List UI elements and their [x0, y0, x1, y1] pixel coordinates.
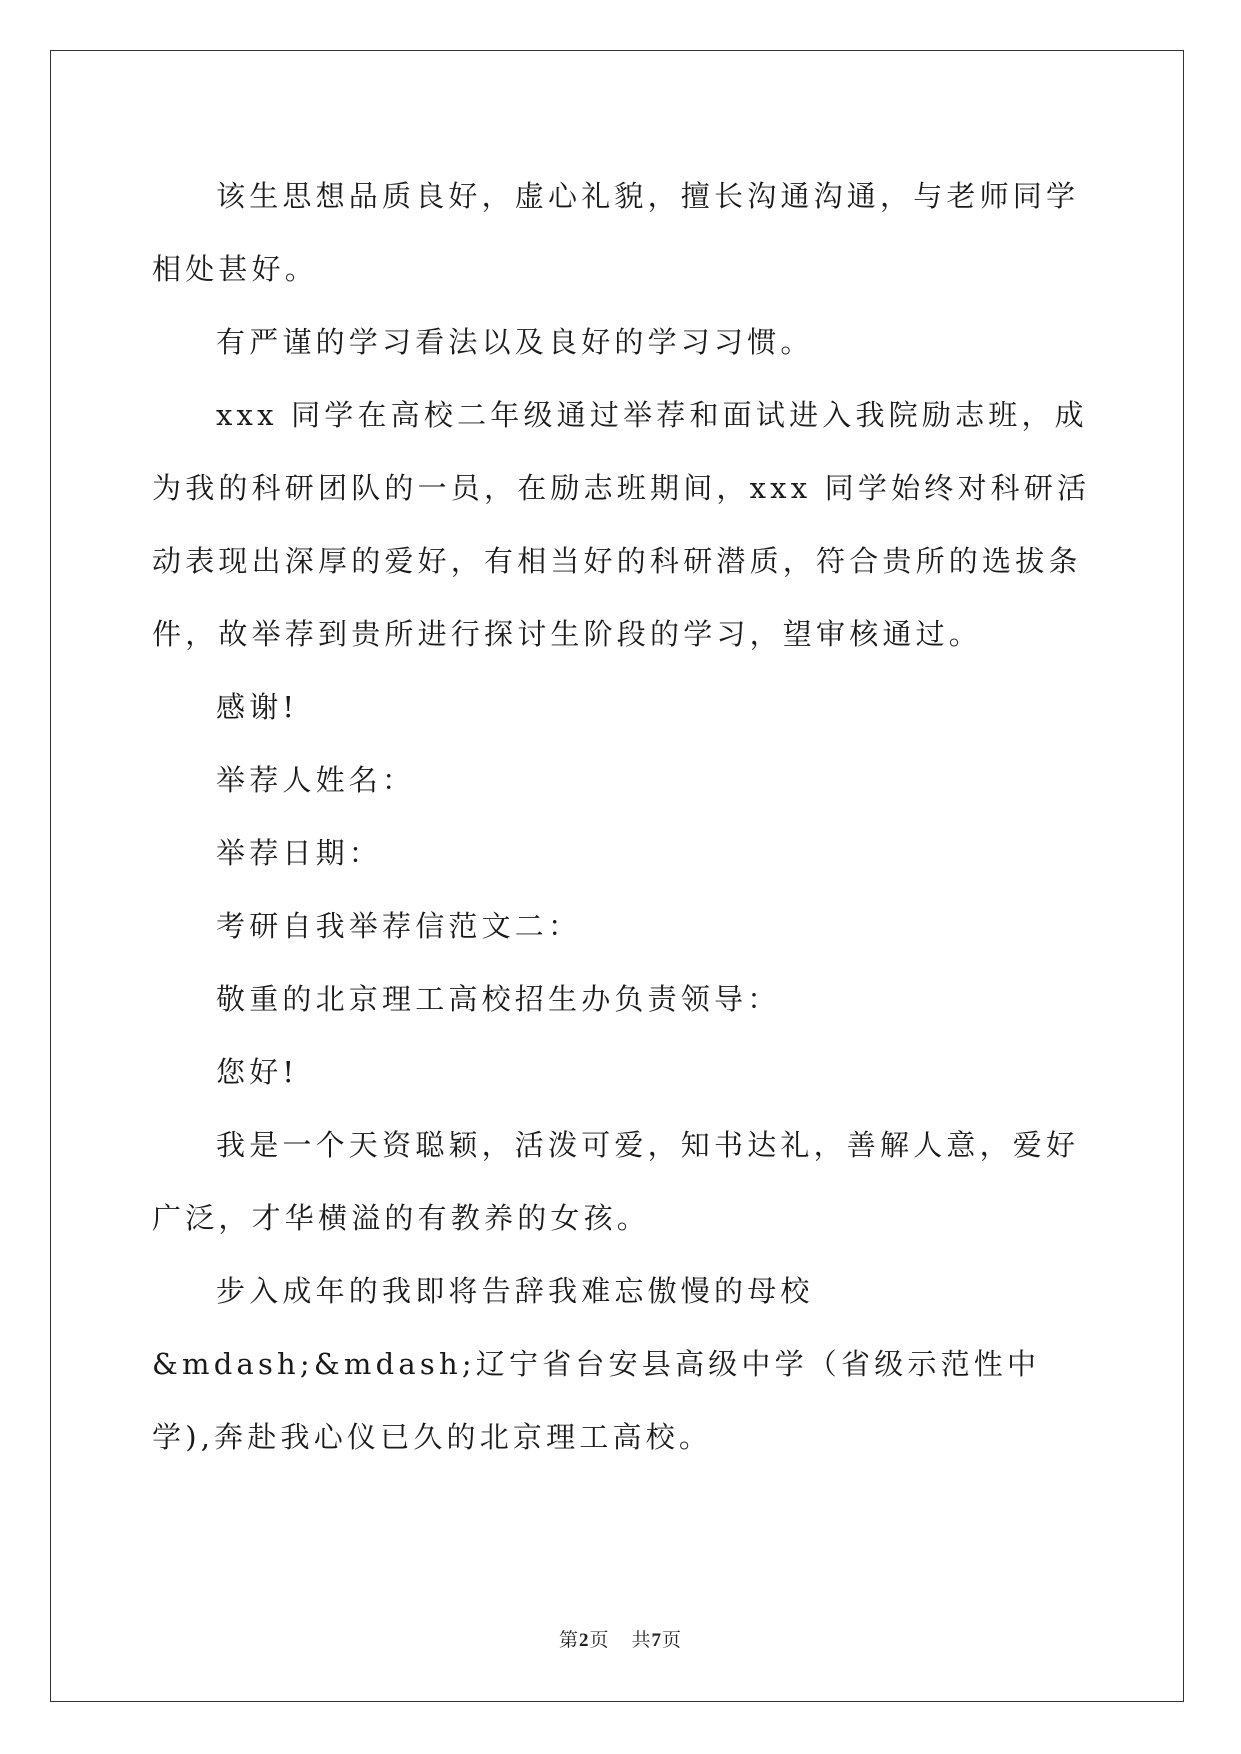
paragraph: 该生思想品质良好，虚心礼貌，擅长沟通沟通，与老师同学相处甚好。 [152, 179, 1080, 286]
paragraph: 举荐日期： [216, 836, 383, 870]
paragraph: 敬重的北京理工高校招生办负责领导： [216, 982, 781, 1016]
paragraph: 我是一个天资聪颖，活泼可爱，知书达礼，善解人意，爱好广泛，才华横溢的有教养的女孩。 [152, 1128, 1080, 1235]
page-suffix: 页 [589, 1630, 610, 1651]
paragraph: xxx 同学在高校二年级通过举荐和面试进入我院励志班，成为我的科研团队的一员，在励志班期间，xxx 同学始终对科研活动表现出深厚的爱好，有相当好的科研潜质，符合贵所的选拔条件，故举荐到贵所进行探讨生阶段的学习，望审核通过。 [152, 398, 1091, 651]
document-body [152, 160, 1092, 1474]
total-pages: 7 [651, 1630, 663, 1651]
paragraph: 步入成年的我即将告辞我难忘傲慢的母校&mdash;&mdash;辽宁省台安县高级中学（省级示范性中学),奔赴我心仪已久的北京理工高校。 [152, 1274, 1041, 1454]
page-number: 2 [578, 1630, 590, 1651]
paragraph: 感谢! [216, 690, 299, 724]
total-prefix: 共 [631, 1630, 652, 1651]
page-prefix: 第 [558, 1630, 579, 1651]
paragraph: 有严谨的学习看法以及良好的学习习惯。 [216, 325, 814, 359]
page-footer [0, 1625, 1241, 1652]
paragraph: 您好! [216, 1055, 299, 1089]
total-suffix: 页 [662, 1630, 683, 1651]
paragraph: 举荐人姓名： [216, 763, 416, 797]
paragraph: 考研自我举荐信范文二： [216, 909, 582, 943]
